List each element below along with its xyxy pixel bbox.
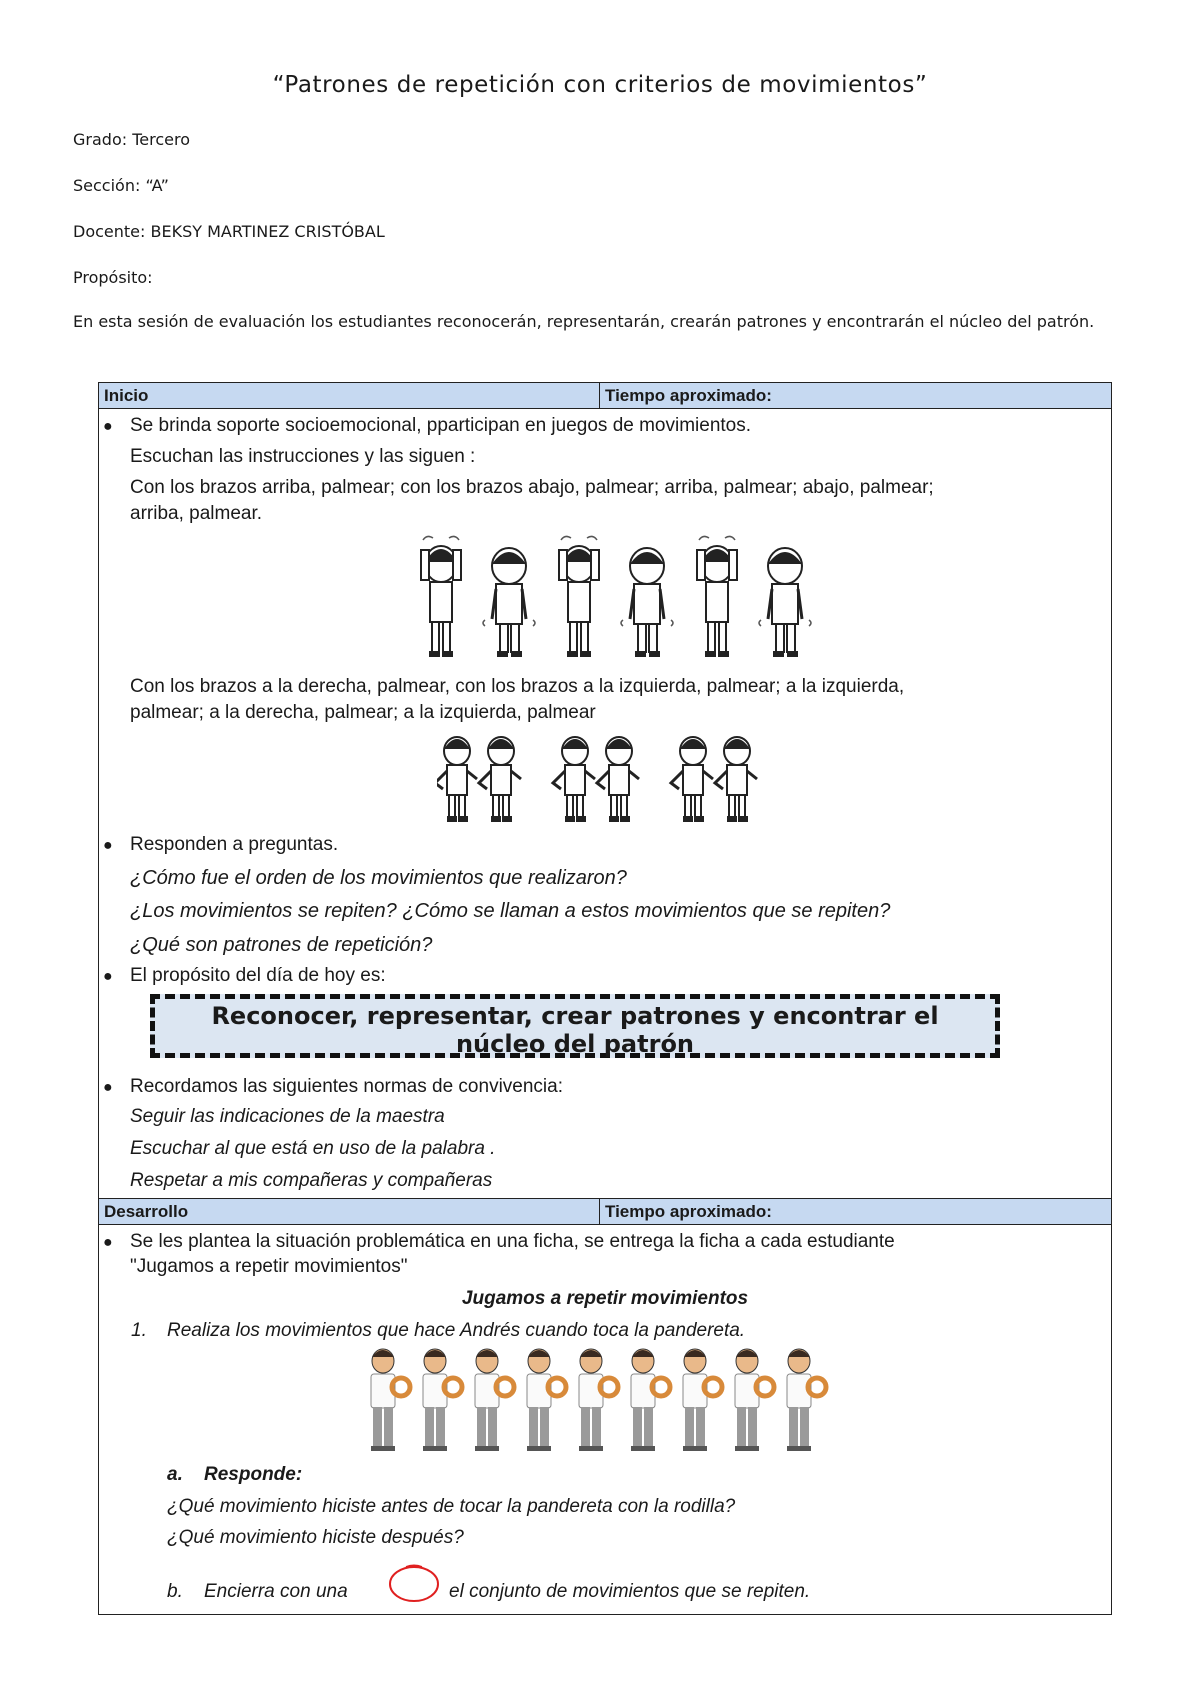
- item-b-text-1: Encierra con una: [204, 1581, 348, 1602]
- bullet-dot: ●: [103, 837, 113, 854]
- question-1: ¿Cómo fue el orden de los movimientos que realizaron?: [130, 867, 627, 889]
- grado-line: Grado: Tercero: [73, 130, 190, 149]
- desarrollo-bullet-1b: "Jugamos a repetir movimientos": [130, 1256, 408, 1277]
- tambourine-boy-figure: [361, 1347, 831, 1459]
- purpose-line-1: Reconocer, representar, crear patrones y encontrar el: [211, 1002, 939, 1030]
- inicio-bullet-3: El propósito del día de hoy es:: [130, 965, 386, 986]
- proposito-label: Propósito:: [73, 268, 153, 287]
- red-circle-icon: [386, 1562, 442, 1604]
- arms-left-right-figure: [437, 733, 837, 825]
- inicio-tiempo: Tiempo aproximado:: [605, 386, 772, 405]
- docente-line: Docente: BEKSY MARTINEZ CRISTÓBAL: [73, 222, 385, 241]
- bullet-dot: ●: [103, 968, 113, 985]
- bullet-dot: ●: [103, 1234, 113, 1251]
- question-2: ¿Los movimientos se repiten? ¿Cómo se llaman a estos movimientos que se repiten?: [130, 900, 891, 922]
- norma-2: Escuchar al que está en uso de la palabra .: [130, 1138, 496, 1159]
- ficha-title: Jugamos a repetir movimientos: [461, 1288, 749, 1309]
- desarrollo-header: Desarrollo: [104, 1202, 189, 1221]
- inicio-header-row: [99, 382, 1111, 409]
- item-b-text-2: el conjunto de movimientos que se repiten.: [449, 1581, 811, 1602]
- brazos2-line-b: palmear; a la derecha, palmear; a la izquierda, palmear: [130, 702, 596, 723]
- escuchan-text: Escuchan las instrucciones y las siguen :: [130, 446, 476, 467]
- bullet-dot: ●: [103, 1079, 113, 1096]
- inicio-bullet-1: Se brinda soporte socioemocional, pparticipan en juegos de movimientos.: [130, 415, 752, 436]
- proposito-text: En esta sesión de evaluación los estudiantes reconocerán, representarán, crearán patrones y encontrarán el núcleo del patrón.: [73, 312, 1095, 331]
- brazos1-line-a: Con los brazos arriba, palmear; con los brazos abajo, palmear; arriba, palmear; abajo, palmear;: [130, 477, 934, 498]
- purpose-line-2: núcleo del patrón: [455, 1030, 695, 1058]
- item-a-question-1: ¿Qué movimiento hiciste antes de tocar la pandereta con la rodilla?: [167, 1496, 736, 1517]
- item-1-text: Realiza los movimientos que hace Andrés cuando toca la pandereta.: [167, 1320, 746, 1341]
- inicio-header: Inicio: [104, 386, 149, 405]
- desarrollo-tiempo: Tiempo aproximado:: [605, 1202, 772, 1221]
- purpose-highlight-box: [150, 994, 1000, 1058]
- desarrollo-bullet-1a: Se les plantea la situación problemática en una ficha, se entrega la ficha a cada estudiante: [130, 1231, 895, 1252]
- norma-1: Seguir las indicaciones de la maestra: [130, 1106, 445, 1127]
- norma-3: Respetar a mis compañeras y compañeras: [130, 1170, 493, 1191]
- brazos1-line-b: arriba, palmear.: [130, 503, 263, 524]
- seccion-line: Sección: “A”: [73, 176, 169, 195]
- item-b-label: b.: [167, 1581, 183, 1602]
- arms-up-down-figure: [415, 534, 835, 664]
- desarrollo-header-row: [99, 1198, 1111, 1225]
- item-a-text: Responde:: [204, 1464, 303, 1485]
- document-title: “Patrones de repetición con criterios de movimientos”: [272, 72, 928, 98]
- question-3: ¿Qué son patrones de repetición?: [130, 934, 433, 956]
- bullet-dot: ●: [103, 418, 113, 435]
- item-1-number: 1.: [131, 1320, 147, 1341]
- brazos2-line-a: Con los brazos a la derecha, palmear, con los brazos a la izquierda, palmear; a la izquierda,: [130, 676, 905, 697]
- inicio-bullet-2: Responden a preguntas.: [130, 834, 339, 855]
- inicio-bullet-4: Recordamos las siguientes normas de convivencia:: [130, 1076, 563, 1097]
- item-a-label: a.: [167, 1464, 183, 1485]
- item-a-question-2: ¿Qué movimiento hiciste después?: [167, 1527, 464, 1548]
